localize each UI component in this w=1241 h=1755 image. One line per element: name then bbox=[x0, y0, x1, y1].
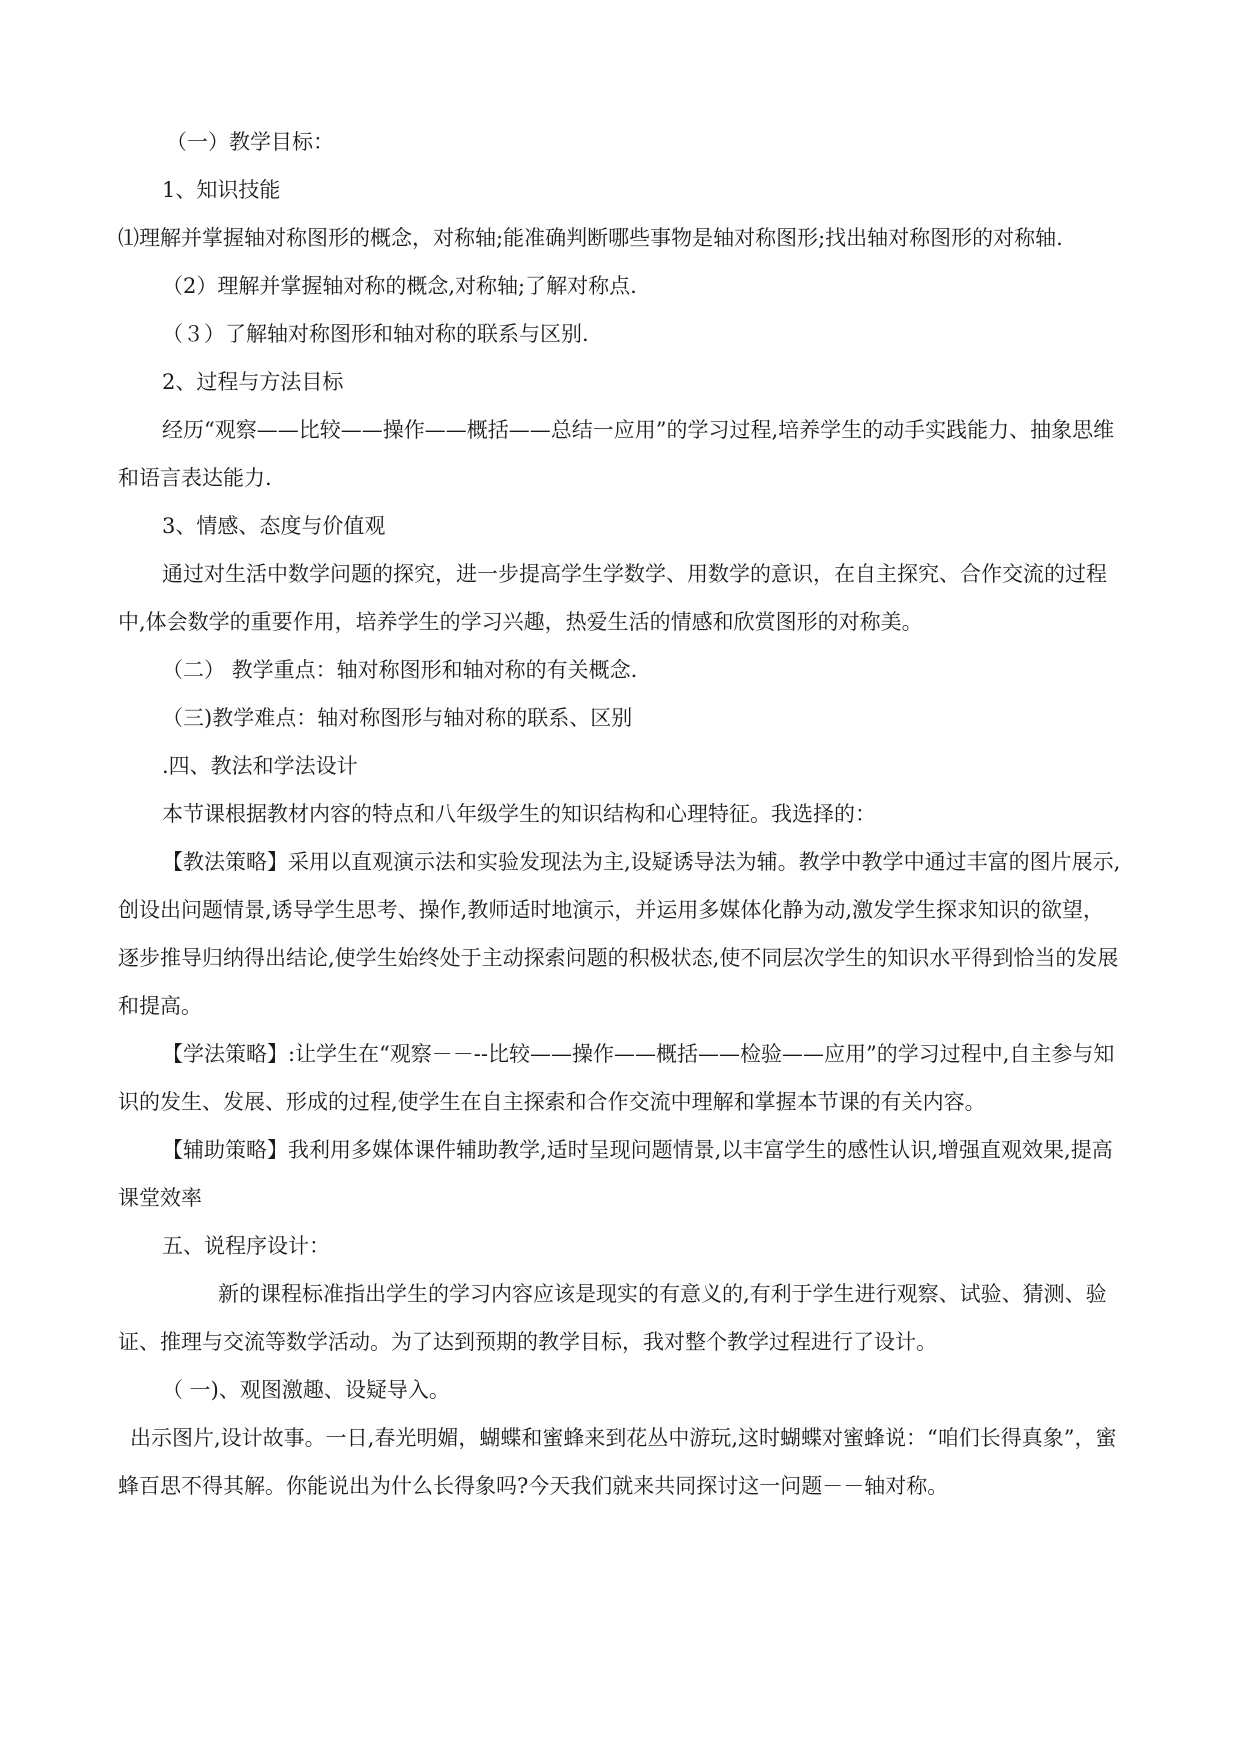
heading-procedure-design: 五、说程序设计： bbox=[162, 1234, 330, 1258]
paragraph-teaching-strategy: 【教法策略】采用以直观演示法和实验发现法为主,设疑诱导法为辅。教学中教学中通过丰富的图片展示,创设出问题情景,诱导学生思考、操作,教师适时地演示，并运用多媒体化静为动,激发学生探求知识的欲望，逐步推导归纳得出结论,使学生始终处于主动探索问题的积极状态,使不同层次学生的知识水平得到恰当的发展和提高。 bbox=[118, 850, 1121, 1018]
paragraph-auxiliary-strategy: 【辅助策略】我利用多媒体课件辅助教学,适时呈现问题情景,以丰富学生的感性认识,增强直观效果,提高课堂效率 bbox=[118, 1138, 1113, 1210]
paragraph-story: 出示图片,设计故事。一日,春光明媚，蝴蝶和蜜蜂来到花丛中游玩,这时蝴蝶对蜜蜂说：“咱们长得真象”，蜜蜂百思不得其解。你能说出为什么长得象吗?今天我们就来共同探讨这一问题－－轴对称。 bbox=[118, 1426, 1117, 1498]
paragraph-difficulties: （三)教学难点：轴对称图形与轴对称的联系、区别 bbox=[162, 706, 633, 730]
paragraph-goal-3: （３）了解轴对称图形和轴对称的联系与区别. bbox=[162, 322, 589, 346]
paragraph-key-points: （二） 教学重点：轴对称图形和轴对称的有关概念. bbox=[162, 658, 638, 682]
heading-introduction: （ 一)、观图激趣、设疑导入。 bbox=[162, 1378, 450, 1402]
paragraph-learning-strategy: 【学法策略】:让学生在“观察－－--比较——操作——概括——检验——应用”的学习过程中,自主参与知识的发生、发展、形成的过程,使学生在自主探索和合作交流中理解和掌握本节课的有关内容。 bbox=[118, 1042, 1115, 1114]
paragraph-emotion: 通过对生活中数学问题的探究，进一步提高学生学数学、用数学的意识，在自主探究、合作交流的过程中,体会数学的重要作用，培养学生的学习兴趣，热爱生活的情感和欣赏图形的对称美。 bbox=[118, 562, 1107, 634]
paragraph-process: 经历“观察——比较——操作——概括——总结一应用”的学习过程,培养学生的动手实践能力、抽象思维和语言表达能力. bbox=[118, 418, 1115, 490]
heading-emotion-values: 3、情感、态度与价值观 bbox=[162, 514, 386, 538]
paragraph-method-intro: 本节课根据教材内容的特点和八年级学生的知识结构和心理特征。我选择的： bbox=[162, 802, 876, 826]
paragraph-curriculum-standard: 新的课程标准指出学生的学习内容应该是现实的有意义的,有利于学生进行观察、试验、猜测、验证、推理与交流等数学活动。为了达到预期的教学目标，我对整个教学过程进行了设计。 bbox=[118, 1282, 1107, 1354]
paragraph-goal-1: ⑴理解并掌握轴对称图形的概念，对称轴;能准确判断哪些事物是轴对称图形;找出轴对称图形的对称轴. bbox=[118, 226, 1063, 250]
heading-teaching-goals: （一）教学目标： bbox=[166, 130, 334, 154]
heading-method-design: .四、教法和学法设计 bbox=[162, 754, 358, 778]
heading-process-method: 2、过程与方法目标 bbox=[162, 370, 344, 394]
paragraph-goal-2: （2）理解并掌握轴对称的概念,对称轴;了解对称点. bbox=[162, 274, 637, 298]
heading-knowledge-skills: 1、知识技能 bbox=[162, 178, 281, 202]
document-body bbox=[118, 118, 1122, 1510]
